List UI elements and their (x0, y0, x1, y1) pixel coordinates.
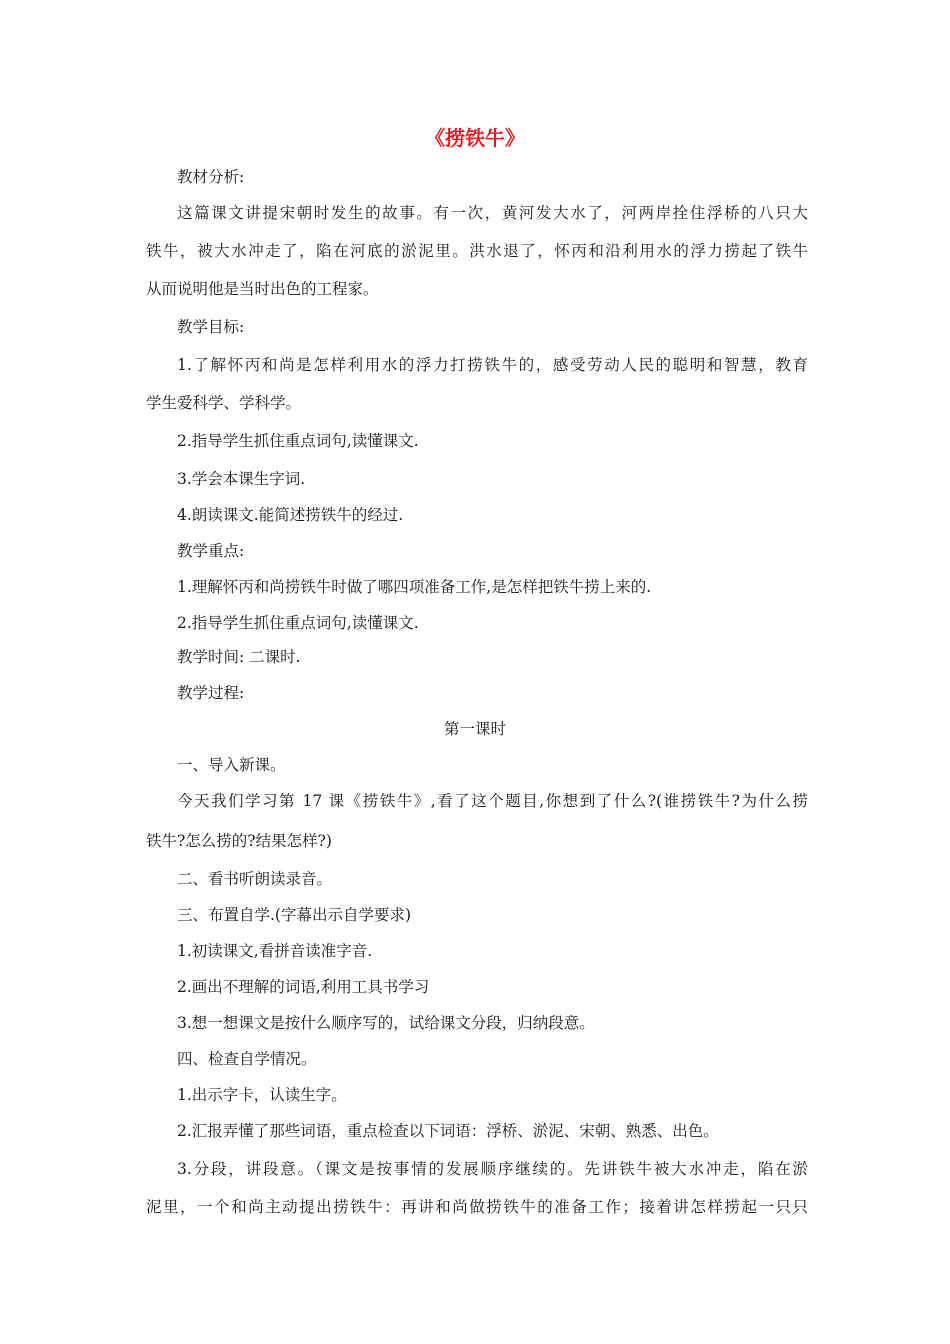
goal-2: 2.指导学生抓住重点词句,读懂课文. (177, 432, 419, 450)
goal-1-line-1-text: 1.了解怀丙和尚是怎样利用水的浮力打捞铁牛的，感受劳动人民的聪明和智慧，教育 (177, 356, 808, 374)
step-4-item-3-line-2 (146, 1188, 808, 1226)
step-3-item-3: 3.想一想课文是按什么顺序写的，试给课文分段，归纳段意。 (177, 1014, 595, 1032)
step-4-item-2: 2.汇报弄懂了那些词语，重点检查以下词语：浮桥、淤泥、宋朝、熟悉、出色。 (177, 1122, 719, 1140)
step-4-item-3-line-1 (177, 1150, 808, 1188)
step-1-text-line-1-text: 今天我们学习第 17 课《捞铁牛》,看了这个题目,你想到了什么?(谁捞铁牛?为什么捞 (177, 792, 808, 810)
step-2-heading: 二、看书听朗读录音。 (177, 870, 333, 888)
document-title: 《捞铁牛》 (425, 126, 525, 150)
material-paragraph-line-1 (177, 194, 808, 232)
lesson-1-heading: 第一课时 (443, 720, 506, 738)
goal-3: 3.学会本课生字词. (177, 470, 306, 488)
step-1-text-line-2: 铁牛?怎么捞的?结果怎样?) (146, 832, 332, 850)
step-1-text-line-1 (177, 782, 808, 820)
section-heading-material: 教材分析: (177, 168, 245, 186)
material-paragraph-line-2 (146, 232, 808, 270)
section-heading-key: 教学重点: (177, 542, 245, 560)
key-point-1: 1.理解怀丙和尚捞铁牛时做了哪四项准备工作,是怎样把铁牛捞上来的. (177, 578, 652, 596)
material-line-2-text: 铁牛，被大水冲走了，陷在河底的淤泥里。洪水退了，怀丙和沿利用水的浮力捞起了铁牛 (146, 242, 808, 260)
step-1-heading: 一、导入新课。 (177, 756, 286, 774)
goal-1-line-1 (177, 346, 808, 384)
step-3-item-1: 1.初读课文,看拼音读准字音. (177, 942, 373, 960)
goal-1-line-2: 学生爱科学、学科学。 (146, 394, 302, 412)
step-4-item-1: 1.出示字卡，认读生字。 (177, 1086, 347, 1104)
material-line-1-text: 这篇课文讲提宋朝时发生的故事。有一次，黄河发大水了，河两岸拴住浮桥的八只大 (177, 204, 808, 222)
step-4-item-3-line-2-text: 泥里，一个和尚主动提出捞铁牛：再讲和尚做捞铁牛的准备工作；接着讲怎样捞起一只只 (146, 1198, 808, 1216)
step-4-heading: 四、检查自学情况。 (177, 1050, 317, 1068)
material-paragraph-line-3: 从而说明他是当时出色的工程家。 (146, 280, 379, 298)
section-heading-goals: 教学目标: (177, 318, 245, 336)
step-4-item-3-line-1-text: 3.分段，讲段意。（课文是按事情的发展顺序继续的。先讲铁牛被大水冲走，陷在淤 (177, 1160, 808, 1178)
step-3-heading: 三、布置自学.(字幕出示自学要求) (177, 906, 412, 924)
section-heading-process: 教学过程: (177, 684, 245, 702)
teaching-time: 教学时间: 二课时. (177, 648, 301, 666)
key-point-2: 2.指导学生抓住重点词句,读懂课文. (177, 614, 419, 632)
step-3-item-2: 2.画出不理解的词语,利用工具书学习 (177, 978, 430, 996)
goal-4: 4.朗读课文.能简述捞铁牛的经过. (177, 506, 404, 524)
